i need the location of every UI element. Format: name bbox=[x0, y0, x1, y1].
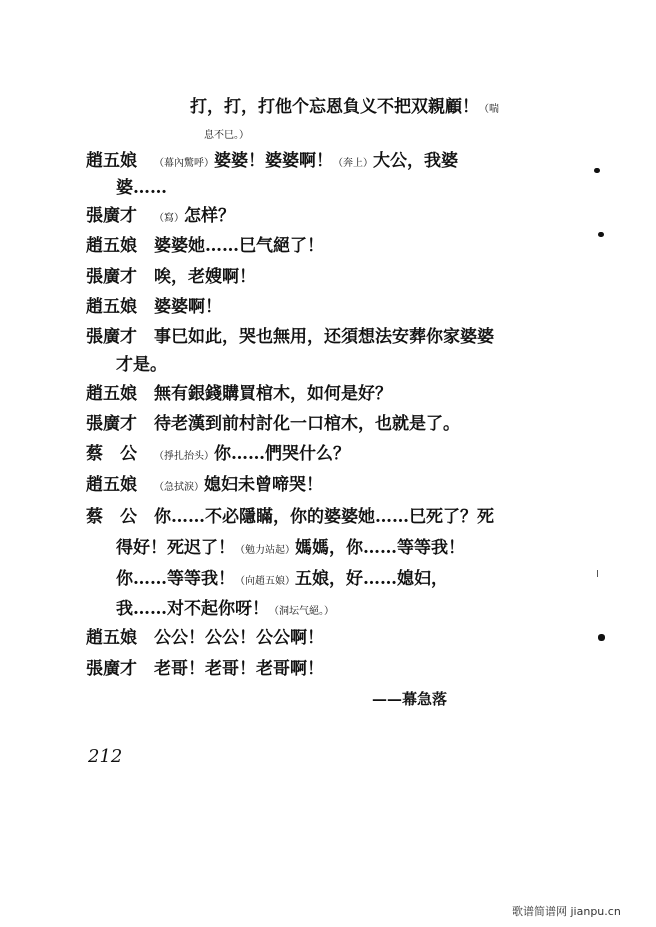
dialogue-text: 你……們哭什么？ bbox=[214, 444, 350, 464]
speaker-name: 張廣才 bbox=[86, 327, 137, 347]
dialogue-text: 媳妇未曾啼哭！ bbox=[204, 475, 323, 495]
speaker-name: 趙五娘 bbox=[86, 297, 137, 317]
dialogue-text: 唉，老嫂啊！ bbox=[154, 267, 256, 287]
dialogue-line bbox=[86, 627, 324, 649]
opening-direction-line bbox=[204, 122, 249, 147]
stage-direction: （急拭淚） bbox=[154, 482, 204, 493]
opening-line bbox=[190, 96, 499, 121]
opening-text: 打，打，打他个忘恩負义不把双親顧！ bbox=[190, 97, 479, 117]
scan-speck bbox=[594, 168, 600, 173]
speaker-name: 張廣才 bbox=[86, 206, 137, 226]
dialogue-line bbox=[86, 150, 458, 175]
dialogue-text: 婆婆她……巳气絕了！ bbox=[154, 236, 324, 256]
speaker-name: 張廣才 bbox=[86, 659, 137, 679]
stage-direction: （掙扎抬头） bbox=[154, 451, 214, 462]
dialogue-continuation bbox=[116, 568, 448, 593]
dialogue-text: 才是。 bbox=[116, 355, 167, 375]
speaker-name: 趙五娘 bbox=[86, 475, 137, 495]
dialogue-line bbox=[86, 235, 324, 257]
dialogue-text: 老哥！老哥！老哥啊！ bbox=[154, 659, 324, 679]
speaker-name: 張廣才 bbox=[86, 267, 137, 287]
dialogue-line bbox=[86, 296, 222, 318]
speaker-name: 趙五娘 bbox=[86, 151, 137, 171]
dialogue-text: 公公！公公！公公啊！ bbox=[154, 628, 324, 648]
speaker-name: 蔡 公 bbox=[86, 444, 137, 464]
page-number: 212 bbox=[88, 746, 123, 767]
speaker-name: 趙五娘 bbox=[86, 384, 137, 404]
dialogue-line bbox=[86, 266, 256, 288]
opening-direction-cont: 息不巳。） bbox=[204, 130, 249, 141]
dialogue-text: 怎样？ bbox=[184, 206, 235, 226]
dialogue-line bbox=[86, 506, 494, 528]
speaker-name: 蔡 公 bbox=[86, 507, 137, 527]
watermark: 歌谱简谱网 jianpu.cn bbox=[512, 905, 621, 918]
speaker-name: 趙五娘 bbox=[86, 628, 137, 648]
dialogue-line bbox=[86, 413, 460, 435]
dialogue-continuation bbox=[116, 177, 167, 199]
dialogue-line bbox=[86, 658, 324, 680]
dialogue-text: 無有銀錢購買棺木，如何是好？ bbox=[154, 384, 392, 404]
scan-speck bbox=[597, 570, 598, 577]
dialogue-text: 婆婆啊！ bbox=[154, 297, 222, 317]
opening-direction: （喘 bbox=[479, 104, 499, 115]
stage-direction: （寫） bbox=[154, 213, 184, 224]
dialogue-text: 你……等等我！ bbox=[116, 569, 235, 589]
dialogue-text: 事巳如此，哭也無用，还須想法安葬你家婆婆 bbox=[154, 327, 494, 347]
dialogue-text: 五娘，好……媳妇， bbox=[295, 569, 448, 589]
dialogue-continuation bbox=[116, 354, 167, 376]
dialogue-line bbox=[86, 383, 392, 405]
stage-direction: （幕內驚呼） bbox=[154, 158, 214, 169]
dialogue-text: 得好！死迟了！ bbox=[116, 538, 235, 558]
dialogue-line bbox=[86, 205, 235, 230]
dialogue-text: 待老漢到前村討化一口棺木，也就是了。 bbox=[154, 414, 460, 434]
dialogue-line bbox=[86, 474, 323, 499]
stage-direction: （洞坛气絕。） bbox=[269, 606, 334, 617]
stage-direction: （勉力站起） bbox=[235, 545, 295, 556]
scan-speck bbox=[598, 634, 605, 641]
dialogue-text: 婆…… bbox=[116, 178, 167, 198]
dialogue-text: 媽媽，你……等等我！ bbox=[295, 538, 465, 558]
stage-direction: （向趙五娘） bbox=[235, 576, 295, 587]
dialogue-line bbox=[86, 326, 494, 348]
dialogue-continuation bbox=[116, 537, 465, 562]
scan-speck bbox=[598, 232, 604, 237]
speaker-name: 張廣才 bbox=[86, 414, 137, 434]
curtain-falls-direction: ——幕急落 bbox=[372, 690, 448, 708]
dialogue-continuation bbox=[116, 598, 334, 623]
stage-direction: （奔上） bbox=[333, 158, 373, 169]
dialogue-text: 大公，我婆 bbox=[373, 151, 458, 171]
dialogue-text: 婆婆！婆婆啊！ bbox=[214, 151, 333, 171]
dialogue-line bbox=[86, 443, 350, 468]
dialogue-text: 我……对不起你呀！ bbox=[116, 599, 269, 619]
dialogue-text: 你……不必隱瞞，你的婆婆她……巳死了？死 bbox=[154, 507, 494, 527]
speaker-name: 趙五娘 bbox=[86, 236, 137, 256]
